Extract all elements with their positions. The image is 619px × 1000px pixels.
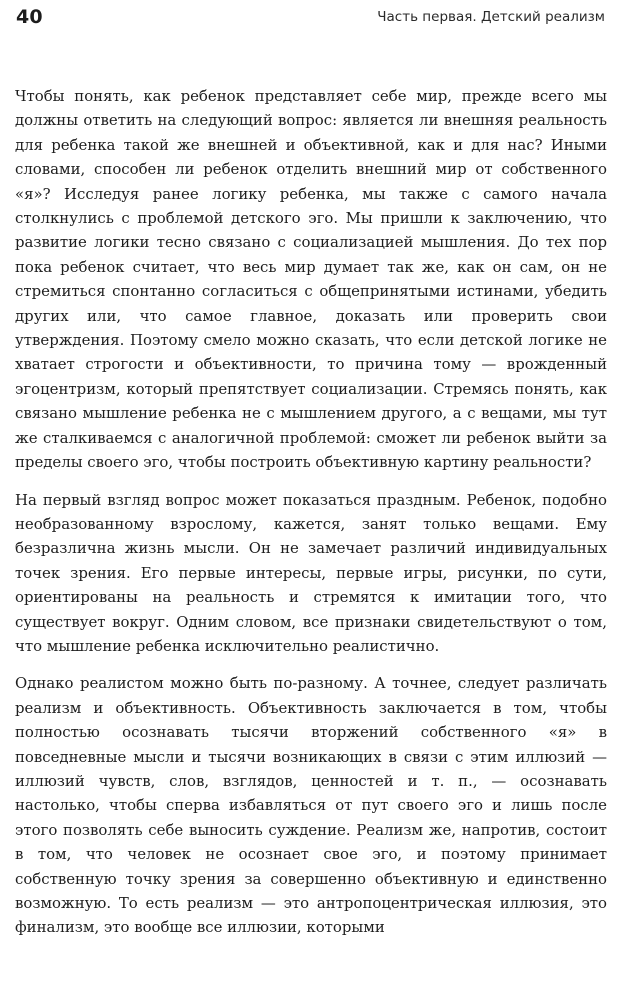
running-head: Часть первая. Детский реализм xyxy=(377,9,605,25)
paragraph-3: Однако реалистом можно быть по-разному. А точнее, следует различать реализм и объективность. Объективность заключается в том, чтобы полностью осознавать тысячи вторжений собственного «я» в повседневные мысли и тысячи возникающих в связи с этим иллюзий — иллюзий чувств, слов, взглядов, ценностей и т. п., — осознавать настолько, чтобы сперва избавляться от пут своего эго и лишь после этого позволять себе выносить суждение. Реализм же, напротив, состоит в том, что человек не осознает свое эго, и поэтому принимает собственную точку зрения за совершенно объективную и единственно возможную. То есть реализм — это антропоцентрическая иллюзия, это финализм, это вообще все иллюзии, которыми xyxy=(15,674,607,937)
page-number: 40 xyxy=(16,6,43,28)
body-text xyxy=(15,84,607,940)
page-header xyxy=(0,0,619,36)
paragraph-1: Чтобы понять, как ребенок представляет себе мир, прежде всего мы должны ответить на следующий вопрос: является ли внешняя реальность для ребенка такой же внешней и объективной, как и для нас? Иными словами, способен ли ребенок отделить внешний мир от собственного «я»? Исследуя ранее логику ребенка, мы также с самого начала столкнулись с проблемой детского эго. Мы пришли к заключению, что развитие логики тесно связано с социализацией мышления. До тех пор пока ребенок считает, что весь мир думает так же, как он сам, он не стремиться спонтанно согласиться с общепринятыми истинами, убедить других или, что самое главное, доказать или проверить свои утверждения. Поэтому смело можно сказать, что если детской логике не хватает строгости и объективности, то причина тому — врожденный эгоцентризм, который препятствует социализации. Стремясь понять, как связано мышление ребенка не с мышлением другого, а с вещами, мы тут же сталкиваемся с аналогичной проблемой: сможет ли ребенок выйти за пределы своего эго, чтобы построить объективную картину реальности? xyxy=(15,87,607,472)
paragraph-2: На первый взгляд вопрос может показаться праздным. Ребенок, подобно необразованному взрослому, кажется, занят только вещами. Ему безразлична жизнь мысли. Он не замечает различий индивидуальных точек зрения. Его первые интересы, первые игры, рисунки, по сути, ориентированы на реальность и стремятся к имитации того, что существует вокруг. Одним словом, все признаки свидетельствуют о том, что мышление ребенка исключительно реалистично. xyxy=(15,490,607,655)
